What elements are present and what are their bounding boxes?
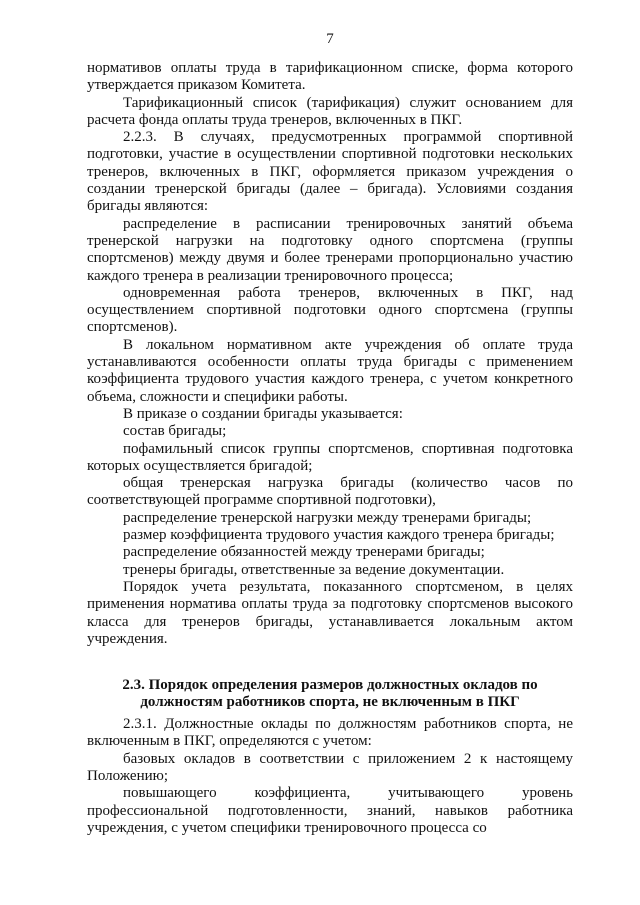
paragraph: одновременная работа тренеров, включенных в ПКГ, над осуществлением спортивной подготовки одного спортсмена (группы спортсменов). bbox=[87, 284, 573, 336]
paragraph: распределение тренерской нагрузки между тренерами бригады; bbox=[123, 509, 532, 526]
paragraph: 2.2.3. В случаях, предусмотренных программой спортивной подготовки, участие в осуществлении спортивной подготовки нескольких тренеров, включенных в ПКГ, оформляется приказом учреждения о создании тренерской бригады (далее – бригада). Условиями создания бригады являются: bbox=[87, 129, 573, 215]
section-heading-line: должностям работников спорта, не включенным в ПКГ bbox=[140, 693, 520, 710]
paragraph: состав бригады; bbox=[123, 423, 227, 440]
paragraph: распределение в расписании тренировочных занятий объема тренерской нагрузки на подготовку одного спортсмена (группы спортсменов) между двумя и более тренерами пропорционально участию каждого тренера в реализации тренировочного процесса; bbox=[87, 215, 573, 284]
paragraph: В приказе о создании бригады указывается: bbox=[123, 405, 403, 422]
paragraph: распределение обязанностей между тренерами бригады; bbox=[123, 544, 485, 561]
section-heading-line: 2.3. Порядок определения размеров должностных окладов по bbox=[122, 677, 538, 694]
paragraph: Тарификационный список (тарификация) служит основанием для расчета фонда оплаты труда тренеров, включенных в ПКГ. bbox=[87, 94, 573, 128]
section-heading bbox=[87, 677, 573, 710]
paragraph: размер коэффициента трудового участия каждого тренера бригады; bbox=[123, 527, 555, 544]
paragraph: пофамильный список группы спортсменов, спортивная подготовка которых осуществляется бригадой; bbox=[87, 440, 573, 474]
document-page bbox=[87, 30, 573, 837]
document-body bbox=[87, 60, 573, 837]
page-number: 7 bbox=[326, 31, 334, 47]
paragraph: 2.3.1. Должностные оклады по должностям работников спорта, не включенным в ПКГ, определяются с учетом: bbox=[87, 716, 573, 750]
paragraph: Порядок учета результата, показанного спортсменом, в целях применения норматива оплаты труда за подготовку спортсменов высокого класса для тренеров бригады, устанавливается локальным актом учреждения. bbox=[87, 578, 573, 647]
paragraph: общая тренерская нагрузка бригады (количество часов по соответствующей программе спортивной подготовки), bbox=[87, 475, 573, 509]
paragraph: базовых окладов в соответствии с приложением 2 к настоящему Положению; bbox=[87, 750, 573, 784]
paragraph: повышающего коэффициента, учитывающего уровень профессиональной подготовленности, знаний, навыков работника учреждения, с учетом специфики тренировочного процесса со bbox=[87, 785, 573, 836]
paragraph: нормативов оплаты труда в тарификационном списке, форма которого утверждается приказом Комитета. bbox=[87, 60, 573, 94]
paragraph: В локальном нормативном акте учреждения об оплате труда устанавливаются особенности оплаты труда бригады с применением коэффициента трудового участия каждого тренера, с учетом конкретного объема, сложности и специфики работы. bbox=[87, 336, 573, 405]
paragraph: тренеры бригады, ответственные за ведение документации. bbox=[123, 561, 505, 578]
